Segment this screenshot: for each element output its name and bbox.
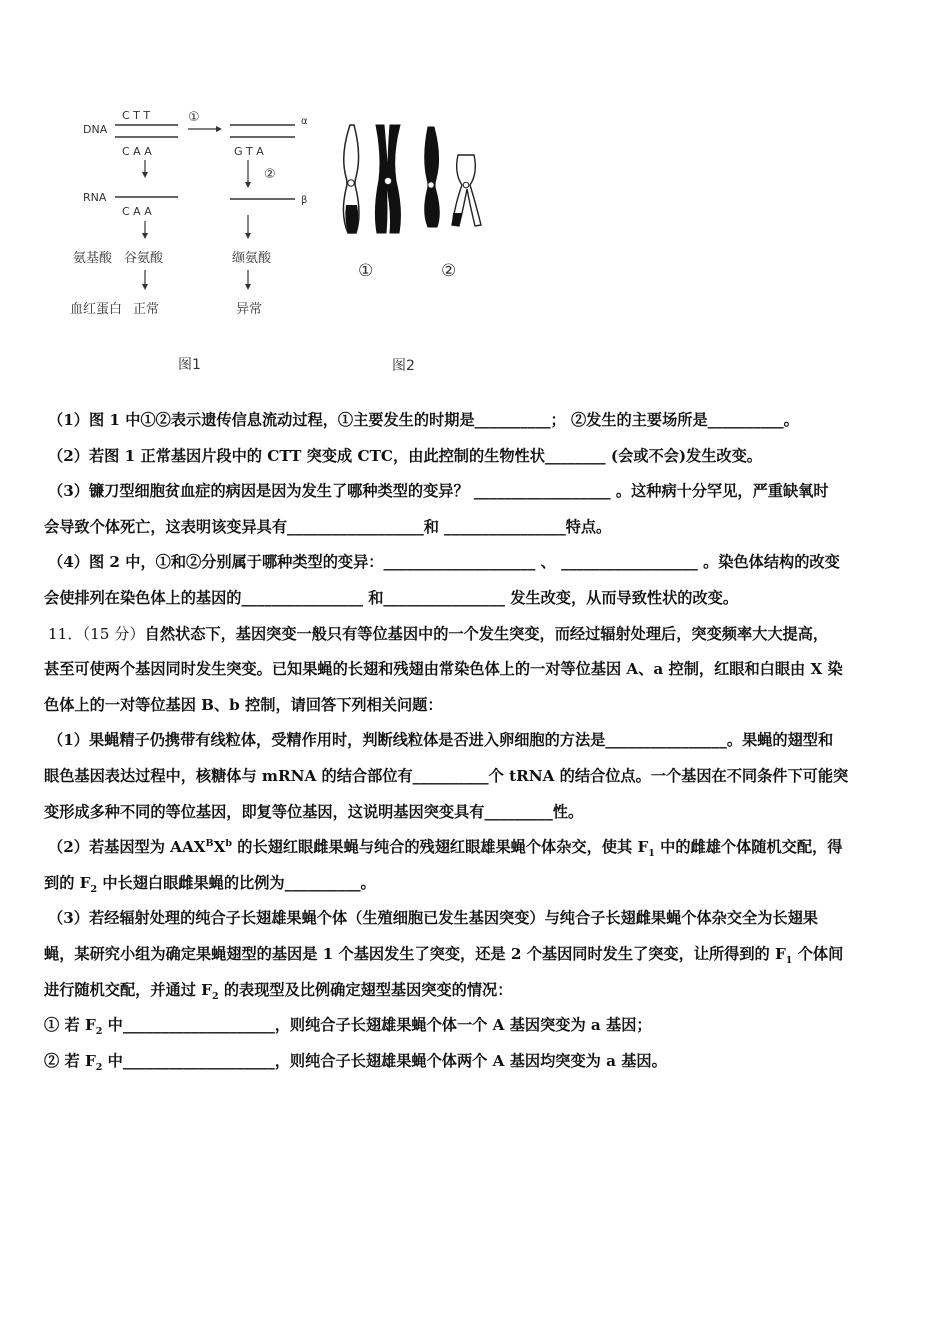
genetics-figure xyxy=(70,105,510,380)
q11-part2-line-2 xyxy=(44,866,910,902)
dna-top-codon: C T T xyxy=(122,109,151,122)
case1-b: 中____________________，则纯合子长翅雄果蝇个体一个 A 基因突变为 a 基因； xyxy=(102,1016,652,1035)
p3-l3-a: 进行随机交配，并通过 F xyxy=(44,980,212,999)
dna-label: DNA xyxy=(83,123,108,136)
q10-line-3: （3）镰刀型细胞贫血症的病因是因为发生了哪种类型的变异？ __________________ 。这种病十分罕见，严重缺氧时 xyxy=(48,482,829,501)
normal-result: 正常 xyxy=(133,302,160,317)
abnormal-result: 异常 xyxy=(236,302,263,317)
q10-line-1: （1）图 1 中①②表示遗传信息流动过程，①主要发生的时期是__________； ②发生的主要场所是__________。 xyxy=(48,411,799,429)
figure-1-caption: 图1 xyxy=(178,357,201,373)
alpha-label: α xyxy=(301,116,308,127)
q11-text-1: 自然状态下，基因突变一般只有等位基因中的一个发生突变，而经过辐射处理后，突变频率大大提高， xyxy=(144,624,829,643)
p3-sub-2: 2 xyxy=(211,990,219,1002)
q11-part1-line-2: 眼色基因表达过程中，核糖体与 mRNA 的结合部位有__________个 tRNA 的结合位点。一个基因在不同条件下可能突 xyxy=(44,766,849,785)
q11-part2-line-1 xyxy=(44,830,910,866)
arrow-head-dna-rna xyxy=(142,172,148,178)
p3-l3-b: 的表现型及比例确定翅型基因突变的情况： xyxy=(218,980,513,999)
case1-a: ① 若 F xyxy=(44,1016,96,1035)
chromosome-3 xyxy=(425,127,440,227)
p2-text-d: 中的雌雄个体随机交配，得 xyxy=(654,838,843,857)
q11-case-2 xyxy=(44,1044,910,1080)
p3-l2-b: 个体间 xyxy=(792,944,844,963)
q10-line-5: （4）图 2 中，①和②分别属于哪种类型的变异：____________________ 、 __________________ 。染色体结构的改变 xyxy=(48,553,840,572)
arrow-head-aa-protein xyxy=(142,284,148,290)
p2-text-b: X xyxy=(213,838,226,857)
q10-line-2: （2）若图 1 正常基因片段中的 CTT 突变成 CTC，由此控制的生物性状________ (会或不会)发生改变。 xyxy=(48,446,762,465)
arrow-head-mutant-protein xyxy=(245,284,251,290)
chromosome-label-1: ① xyxy=(358,261,374,281)
p2-text-c: 的长翅红眼雌果蝇与纯合的残翅红眼雄果蝇个体杂交，使其 F xyxy=(232,838,649,857)
figure-2-caption: 图2 xyxy=(392,358,415,374)
p3-l2-a: 蝇，某研究小组为确定果蝇翅型的基因是 1 个基因发生了突变，还是 2 个基因同时发生了突变，让所得到的 F xyxy=(44,944,786,963)
hemoglobin-label: 血红蛋白 xyxy=(70,302,123,317)
q11-case-1 xyxy=(44,1008,910,1044)
dna-bottom-codon: C A A xyxy=(122,145,152,158)
step-1-arrow-head xyxy=(216,126,222,132)
case1-sub: 2 xyxy=(95,1026,103,1038)
q11-part3-line-1: （3）若经辐射处理的纯合子长翅雄果蝇个体（生殖细胞已发生基因突变）与纯合子长翅雌果蝇个体杂交全为长翅果 xyxy=(48,909,818,928)
question-text xyxy=(44,403,910,1079)
arrow-head-beta-aa xyxy=(245,233,251,239)
case2-a: ② 若 F xyxy=(44,1051,96,1070)
p2-text-a: （2）若基因型为 AAX xyxy=(48,838,206,857)
mutant-codon: G T A xyxy=(234,145,264,158)
p2-sub-1: 1 xyxy=(648,848,655,860)
normal-amino-acid: 谷氨酸 xyxy=(124,251,164,266)
arrow-head-rna-aa xyxy=(142,233,148,239)
case2-sub: 2 xyxy=(95,1061,103,1073)
step-1-marker: ① xyxy=(188,110,200,125)
q10-line-6: 会使排列在染色体上的基因的________________ 和________________ 发生改变，从而导致性状的改变。 xyxy=(44,588,739,607)
amino-acid-label: 氨基酸 xyxy=(73,251,113,266)
p2-sup-B: B xyxy=(205,838,214,850)
chromosome-4 xyxy=(452,155,481,226)
p2-l2-a: 到的 F xyxy=(44,873,91,892)
p2-sup-b: b xyxy=(225,838,233,850)
q11-part1-line-3: 变形成多种不同的等位基因，即复等位基因，这说明基因突变具有_________性。 xyxy=(44,802,584,821)
q11-line-2: 甚至可使两个基因同时发生突变。已知果蝇的长翅和残翅由常染色体上的一对等位基因 A、a 控制，红眼和白眼由 X 染 xyxy=(44,660,843,679)
p2-l2-b: 中长翅白眼雌果蝇的比例为__________。 xyxy=(97,873,376,892)
chromosome-label-2: ② xyxy=(441,261,457,281)
q11-line-1 xyxy=(44,617,910,653)
q10-line-4: 会导致个体死亡，这表明该变异具有__________________和 ________________特点。 xyxy=(44,517,612,536)
mutant-amino-acid: 缬氨酸 xyxy=(232,251,272,266)
figure-area xyxy=(70,105,510,380)
q11-line-3: 色体上的一对等位基因 B、b 控制，请回答下列相关问题： xyxy=(44,695,443,714)
chromosome-2 xyxy=(375,125,400,233)
p3-sub-1: 1 xyxy=(785,954,793,966)
beta-label: β xyxy=(301,195,308,206)
arrow-head-mutant xyxy=(245,182,251,188)
q11-number: 11．（15 分） xyxy=(48,624,145,643)
q11-part1-line-1: （1）果蝇精子仍携带有线粒体，受精作用时，判断线粒体是否进入卵细胞的方法是________________。果蝇的翅型和 xyxy=(48,731,834,750)
q11-part3-line-2 xyxy=(44,937,910,973)
rna-label: RNA xyxy=(83,191,107,204)
p2-sub-2: 2 xyxy=(90,883,98,895)
chromosome-1 xyxy=(343,125,359,233)
step-2-marker: ② xyxy=(264,167,276,182)
rna-codon: C A A xyxy=(122,205,152,218)
q11-part3-line-3 xyxy=(44,973,910,1009)
case2-b: 中____________________，则纯合子长翅雄果蝇个体两个 A 基因均突变为 a 基因。 xyxy=(102,1051,667,1070)
